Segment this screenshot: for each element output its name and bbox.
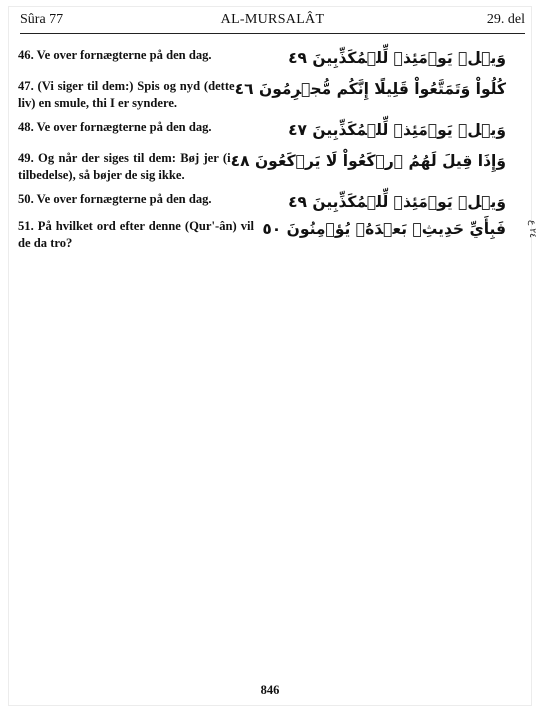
verse-arabic: وَيۡلٞ يَوۡمَئِذٖ لِّلۡمُكَذِّبِينَ ٤٩ bbox=[288, 193, 506, 211]
verse-arabic: وَيۡلٞ يَوۡمَئِذٖ لِّلۡمُكَذِّبِينَ ٤٧ bbox=[288, 121, 506, 139]
sura-title: AL-MURSALÂT bbox=[220, 12, 325, 27]
page-header bbox=[20, 10, 525, 32]
verse-48 bbox=[18, 119, 528, 145]
verse-arabic: وَإِذَا قِيلَ لَهُمُ ٱرۡكَعُواْ لَا يَرۡكَعُونَ ٤٨ bbox=[230, 152, 506, 170]
part-label: 29. del bbox=[486, 12, 525, 27]
verse-list bbox=[18, 47, 537, 259]
verse-translation: 47. (Vi siger til dem:) Spis og nyd (dette liv) en smule, thi I er syndere. bbox=[18, 79, 235, 110]
verse-arabic: وَيۡلٞ يَوۡمَئِذٖ لِّلۡمُكَذِّبِينَ ٤٩ bbox=[288, 49, 506, 67]
verse-translation: 51. På hvilket ord efter denne (Qur'-ân) vil de da tro? bbox=[18, 219, 254, 250]
ruku-margin-mark: ٢٤ ع bbox=[527, 220, 537, 238]
verse-50 bbox=[18, 191, 528, 213]
sura-label: Sûra 77 bbox=[20, 12, 64, 27]
verse-translation: 48. Ve over fornægterne på den dag. bbox=[18, 120, 212, 134]
verse-51 bbox=[18, 218, 537, 254]
verse-translation: 50. Ve over fornægterne på den dag. bbox=[18, 192, 212, 206]
verse-49 bbox=[18, 150, 528, 186]
verse-translation: 49. Og når der siges til dem: Bøj jer (i tilbedelse), så bøjer de sig ikke. bbox=[18, 151, 231, 182]
verse-translation: 46. Ve over fornægterne på den dag. bbox=[18, 48, 212, 62]
verse-arabic: كُلُواْ وَتَمَتَّعُواْ قَلِيلًا إِنَّكُم مُّجۡرِمُونَ ٤٦ bbox=[234, 80, 506, 98]
verse-47 bbox=[18, 78, 528, 114]
header-rule bbox=[20, 33, 525, 34]
verse-46 bbox=[18, 47, 528, 73]
page-number: 846 bbox=[260, 683, 280, 697]
verse-arabic: فَبِأَيِّ حَدِيثِۭ بَعۡدَهُۥ يُؤۡمِنُونَ ٥٠ bbox=[262, 220, 506, 238]
